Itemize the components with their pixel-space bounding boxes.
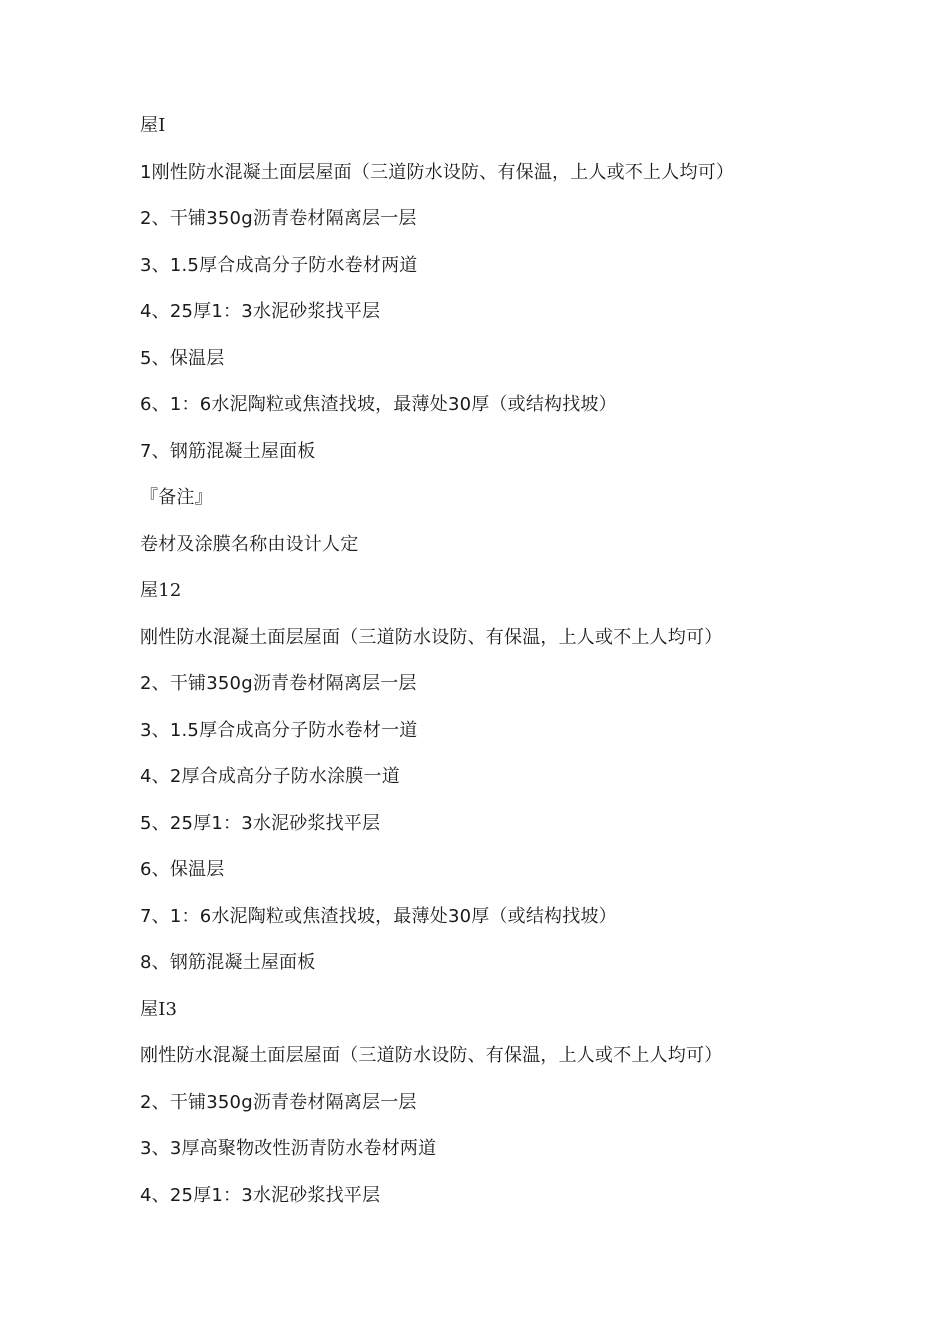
paragraph-line: 2、干铺350g沥青卷材隔离层一层 <box>140 208 417 229</box>
section-heading-roof-13: 屋I3 <box>140 998 178 1020</box>
document-body <box>140 112 900 1228</box>
note-text: 卷材及涂膜名称由设计人定 <box>140 533 359 555</box>
paragraph-line: 6、1：6水泥陶粒或焦渣找坡，最薄处30厚（或结构找坡） <box>140 394 617 415</box>
paragraph-line: 3、1.5厚合成高分子防水卷材一道 <box>140 719 418 741</box>
paragraph-line: 5、25厚1：3水泥砂浆找平层 <box>140 812 381 834</box>
section-heading-roof-12: 屋12 <box>140 580 182 601</box>
paragraph-line: 3、3厚高聚物改性沥青防水卷材两道 <box>140 1138 437 1159</box>
paragraph-line: 2、干铺350g沥青卷材隔离层一层 <box>140 673 417 694</box>
paragraph-line: 1刚性防水混凝土面层屋面（三道防水设防、有保温，上人或不上人均可） <box>140 161 735 183</box>
paragraph-line: 刚性防水混凝土面层屋面（三道防水设防、有保温，上人或不上人均可） <box>140 1045 723 1066</box>
paragraph-line: 2、干铺350g沥青卷材隔离层一层 <box>140 1091 417 1113</box>
paragraph-line: 4、25厚1：3水泥砂浆找平层 <box>140 1184 381 1206</box>
paragraph-line: 6、保温层 <box>140 859 225 880</box>
paragraph-line: 4、2厚合成高分子防水涂膜一道 <box>140 766 400 787</box>
paragraph-line: 5、保温层 <box>140 347 225 369</box>
section-heading-roof-1: 屋I <box>140 115 166 136</box>
paragraph-line: 7、1：6水泥陶粒或焦渣找坡，最薄处30厚（或结构找坡） <box>140 905 617 927</box>
paragraph-line: 3、1.5厚合成高分子防水卷材两道 <box>140 254 418 276</box>
paragraph-line: 8、钢筋混凝土屋面板 <box>140 952 316 973</box>
paragraph-line: 刚性防水混凝土面层屋面（三道防水设防、有保温，上人或不上人均可） <box>140 626 723 648</box>
note-heading: 『备注』 <box>140 487 213 508</box>
paragraph-line: 7、钢筋混凝土屋面板 <box>140 440 316 462</box>
paragraph-line: 4、25厚1：3水泥砂浆找平层 <box>140 301 381 322</box>
